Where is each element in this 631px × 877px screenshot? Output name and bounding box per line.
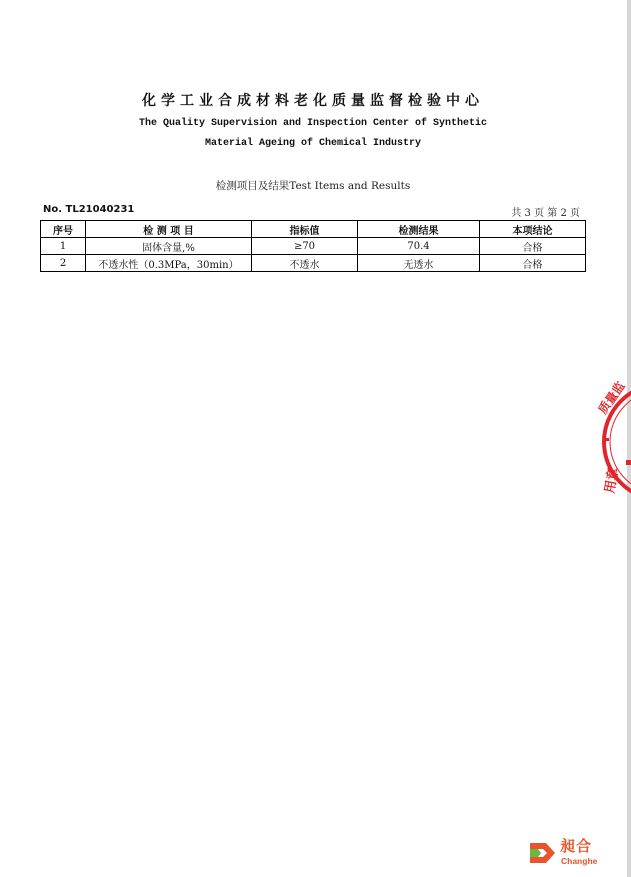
header-result: 检测结果 bbox=[358, 221, 480, 238]
logo-name-chinese: 昶合 bbox=[560, 837, 593, 855]
cell-conclusion: 合格 bbox=[480, 255, 586, 272]
center-title-english-line2: Material Ageing of Chemical Industry bbox=[204, 138, 422, 149]
center-title-english-line1: The Quality Supervision and Inspection Center of Synthetic bbox=[138, 118, 488, 129]
cell-conclusion: 合格 bbox=[480, 238, 586, 255]
center-title-chinese: 化学工业合成材料老化质量监督检验中心 bbox=[142, 93, 484, 109]
results-table bbox=[40, 220, 586, 272]
logo-name-english: Changhe bbox=[561, 856, 598, 866]
table-row bbox=[41, 255, 586, 272]
cell-index: 1 bbox=[41, 238, 86, 255]
table-header-row bbox=[41, 221, 586, 238]
header-index: 序号 bbox=[41, 221, 86, 238]
header-requirement: 指标值 bbox=[252, 221, 358, 238]
cell-item: 固体含量,% bbox=[86, 238, 252, 255]
report-number: No. TL21040231 bbox=[43, 204, 135, 215]
table-row bbox=[41, 238, 586, 255]
changhe-logo-icon bbox=[528, 839, 558, 867]
cell-result: 70.4 bbox=[358, 238, 480, 255]
section-heading: 检测项目及结果Test Items and Results bbox=[215, 180, 411, 192]
official-seal bbox=[595, 379, 631, 505]
header-conclusion: 本项结论 bbox=[480, 221, 586, 238]
cell-requirement: 不透水 bbox=[252, 255, 358, 272]
header-item: 检 测 项 目 bbox=[86, 221, 252, 238]
cell-index: 2 bbox=[41, 255, 86, 272]
cell-requirement: ≥70 bbox=[252, 238, 358, 255]
page-indicator: 共 3 页 第 2 页 bbox=[511, 208, 580, 219]
svg-text:质量监: 质量监 bbox=[595, 379, 628, 417]
changhe-logo bbox=[528, 835, 608, 871]
svg-text:用章: 用章 bbox=[602, 466, 622, 495]
cell-result: 无透水 bbox=[358, 255, 480, 272]
cell-item: 不透水性（0.3MPa，30min） bbox=[86, 255, 252, 272]
